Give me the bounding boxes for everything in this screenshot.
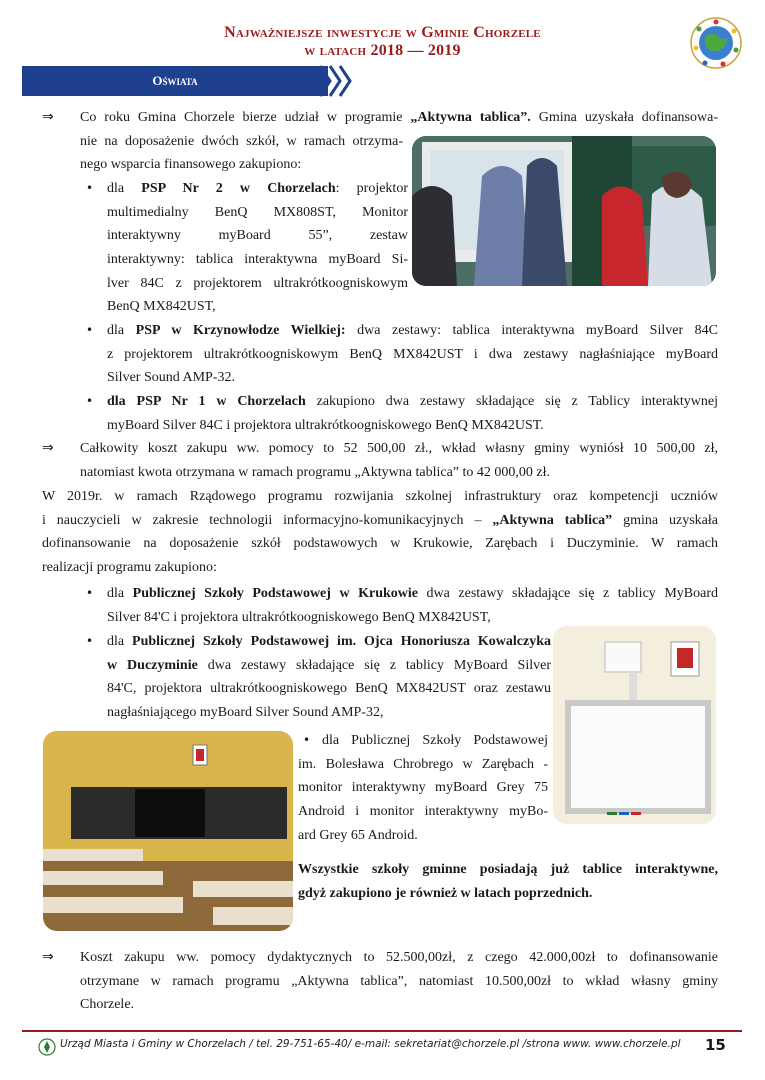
section-bar	[22, 66, 328, 96]
list-item-duczymin: dla Publicznej Szkoły Podstawowej im. Ojca Honoriusza Kowalczyka w Duczyminie dwa zestawy składające się z tablicy MyBoard Silver 84'C, projektora ultrakrótkoogniskowego BenQ MX842UST oraz zestawu nagłaśniającego myBoard Silver Sound AMP-32,	[107, 634, 551, 721]
bullet-icon: •	[86, 181, 94, 195]
bullet-icon: •	[86, 634, 94, 648]
classroom-photo	[43, 731, 293, 931]
list-item-zareby: dla Publicznej Szkoły Podstawowej im. Bolesława Chrobrego w Zarębach - monitor interaktywny myBoard Grey 75 Android i monitor interaktywny myBo- ard Grey 65 Android.	[298, 733, 548, 843]
footer-divider	[22, 1030, 742, 1032]
title-line-2: w latach 2018 — 2019	[304, 42, 461, 59]
list-item-psp1: dla PSP Nr 1 w Chorzelach zakupiono dwa zestawy składające się z Tablicy interaktywnej myBoard Silver 84C i projektora ultrakrótkoogniskowego BenQ MX842UST.	[107, 394, 718, 433]
list-item-krukowo: dla Publicznej Szkoły Podstawowej w Krukowie dwa zestawy składające się z tablicy MyBoard Silver 84'C i projektora ultrakrótkoogniskowego BenQ MX842UST,	[107, 586, 718, 625]
classroom-whiteboard-photo	[412, 136, 716, 286]
bullet-icon: •	[303, 733, 311, 747]
page-title	[0, 24, 765, 60]
title-line-1: Najważniejsze inwestycje w Gminie Chorzele	[224, 24, 541, 41]
bullet-icon: •	[86, 323, 94, 337]
section-label: Oświata	[152, 73, 198, 88]
arrow-icon: ⇒	[42, 440, 54, 456]
arrow-icon: ⇒	[42, 109, 54, 125]
paragraph-intro: Co roku Gmina Chorzele bierze udział w programie „Aktywna tablica”. Gmina uzyskała dofinansowa-	[80, 110, 718, 125]
page-number: 15	[705, 1036, 726, 1054]
gmina-small-logo-icon	[38, 1038, 56, 1056]
paragraph-intro-cont: nie na doposażenie dwóch szkół, w ramach otrzyma- nego wsparcia finansowego zakupiono:	[80, 133, 403, 173]
paragraph-cost-2019: Koszt zakupu ww. pomocy dydaktycznych to 52.500,00zł, z czego 42.000,00zł to dofinansowanie otrzymane w ramach programu „Aktywna tablica”, natomiast 10.500,00zł to wkład własny gminy Chorzele.	[80, 950, 718, 1013]
gmina-logo-icon	[690, 17, 742, 69]
note-all-schools: Wszystkie szkoły gminne posiadają już tablice interaktywne, gdyż zakupiono je również w latach poprzednich.	[298, 862, 718, 901]
paragraph-cost-2018: Całkowity koszt zakupu ww. pomocy to 52 500,00 zł., wkład własny gminy wyniósł 10 500,00 zł, natomiast kwota otrzymana w ramach programu „Aktywna tablica” to 42 000,00 zł.	[80, 441, 718, 480]
list-item-krzynowloga: dla PSP w Krzynowłodze Wielkiej: dwa zestawy: tablica interaktywna myBoard Silver 84C z projektorem ultrakrótkoogniskowym BenQ MX842UST i dwa zestawy nagłaśniające myBoard Silver Sound AMP-32.	[107, 323, 718, 386]
interactive-whiteboard-photo	[553, 626, 716, 824]
chevrons-icon	[318, 64, 354, 98]
bullet-icon: •	[86, 394, 94, 408]
paragraph-2019: W 2019r. w ramach Rządowego programu rozwijania szkolnej infrastruktury oraz kompetencji uczniów i nauczycieli w zakresie technologii informacyjno-komunikacyjnych – „Aktywna tablica” gmina uzyskała dofinansowanie na doposażenie szkół podstawowych w Krukowie, Zarębach i Duczyminie. W ramach realizacji programu zakupiono:	[42, 489, 718, 576]
list-item-psp2: dla PSP Nr 2 w Chorzelach: projektor multimedialny BenQ MX808ST, Monitor interaktywny myBoard 55”, zestaw interaktywny: tablica interaktywna myBoard Si- lver 84C z projektorem ultrakrótkoogniskowym BenQ MX842UST,	[107, 181, 408, 315]
footer-contact: Urząd Miasta i Gminy w Chorzelach / tel. 29-751-65-40/ e-mail: sekretariat@chorzele.pl /strona www. www.chorzele.pl	[60, 1038, 681, 1050]
arrow-icon: ⇒	[42, 949, 54, 965]
bullet-icon: •	[86, 586, 94, 600]
